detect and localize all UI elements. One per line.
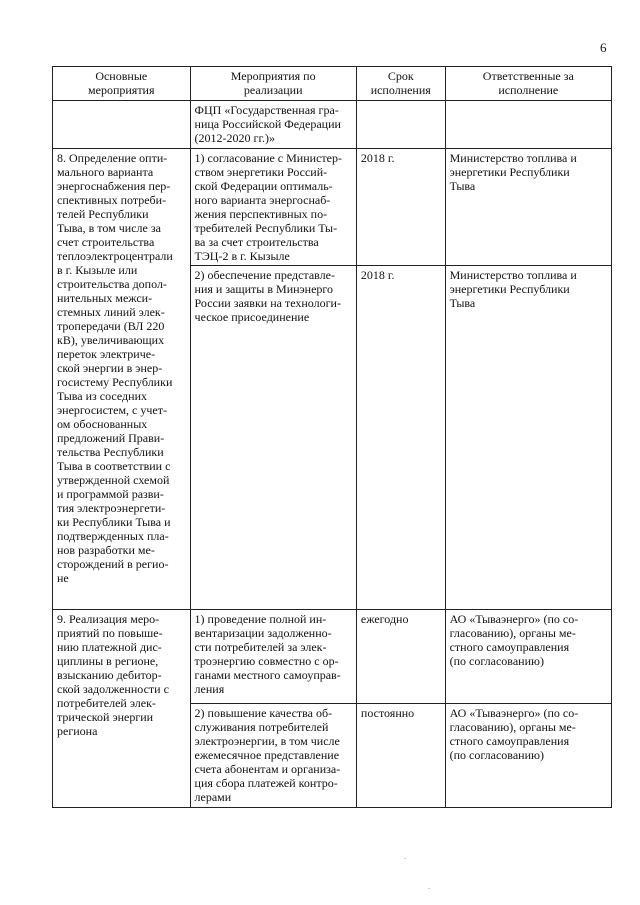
scan-dot: .	[428, 882, 430, 891]
cell-responsible	[445, 610, 611, 704]
cell-term	[356, 704, 445, 808]
cell-measure	[190, 704, 356, 808]
header-responsible	[445, 67, 611, 101]
term-text: 2018 г.	[360, 151, 395, 165]
cell-responsible	[445, 704, 611, 808]
cell-main-measure-9	[53, 610, 191, 808]
cell-term	[356, 610, 445, 704]
cell-responsible	[445, 149, 611, 266]
scan-dot: .	[404, 852, 406, 861]
responsible-text: АО «Тываэнерго» (по со- гласованию), органы ме- стного самоуправления (по согласованию)	[449, 612, 579, 668]
measures-table	[52, 66, 612, 808]
cell-measure	[190, 610, 356, 704]
page-number: 6	[600, 40, 607, 55]
measure-text: 1) согласование с Министер- ством энергетики Россий- ской Федерации оптималь- ного варианта энергоснаб- жения перспективных по- требителей Республики Ты- ва за счет строительства ТЭЦ-2 в г. Кызыле	[194, 151, 342, 263]
cell-continuation	[190, 101, 356, 149]
term-text: постоянно	[360, 706, 415, 720]
cell-responsible	[445, 266, 611, 610]
table-row-item-8-1	[53, 149, 612, 266]
cell-measure	[190, 266, 356, 610]
header-text: Срок исполнения	[370, 69, 431, 97]
cell-term	[356, 149, 445, 266]
responsible-text: Министерство топлива и энергетики Республики Тыва	[449, 268, 577, 310]
main-measure-text: 9. Реализация меро- приятий по повыше- нию платежной дис- циплины в регионе, взысканию дебитор- ской задолженности с потребителей элек- трической энергии региона	[57, 612, 169, 738]
cell-main-measure-8	[53, 149, 191, 610]
header-text: Ответственные за исполнение	[482, 69, 574, 97]
term-text: ежегодно	[360, 612, 409, 626]
measure-text: 2) повышение качества об- служивания потребителей электроэнергии, в том числе ежемесячное представление счета абонентам и организа- ция сбора платежей контро- лерами	[194, 706, 341, 804]
header-text: Мероприятия по реализации	[230, 69, 316, 97]
continuation-text: ФЦП «Государственная гра- ница Российской Федерации (2012-2020 гг.)»	[194, 103, 341, 145]
cell-empty	[356, 101, 445, 149]
main-measure-text: 8. Определение опти- мального варианта энергоснабжения пер- спективных потреби- телей Республики Тыва, в том числе за счет строительства теплоэлектроцентрали в г. Кызыле или строительства допол- нительных межси- стемных линий элек- тропередачи (ВЛ 220 кВ), увеличивающих переток электриче- ской энергии в энер- госистему Республики Тыва из соседних энергосистем, с учет- ом обоснованных предложений Прави- тельства Республики Тыва в соответствии с утвержденной схемой и программой разви- тия электроэнергети- ки Республики Тыва и подтвержденных пла- нов разработки ме- сторождений в регио- не	[57, 151, 173, 585]
header-implementation	[190, 67, 356, 101]
responsible-text: АО «Тываэнерго» (по со- гласованию), органы ме- стного самоуправления (по согласованию)	[449, 706, 579, 762]
table-row-item-9-1	[53, 610, 612, 704]
measure-text: 2) обеспечение представле- ния и защиты в Минэнерго России заявки на технологи- ческое присоединение	[194, 268, 341, 324]
cell-measure	[190, 149, 356, 266]
table-row-continuation	[53, 101, 612, 149]
measure-text: 1) проведение полной ин- вентаризации задолженно- сти потребителей за элек- троэнергию совместно с ор- ганами местного самоуправ- ления	[194, 612, 341, 696]
table-header-row	[53, 67, 612, 101]
cell-empty	[445, 101, 611, 149]
cell-empty	[53, 101, 191, 149]
responsible-text: Министерство топлива и энергетики Республики Тыва	[449, 151, 577, 193]
term-text: 2018 г.	[360, 268, 395, 282]
cell-term	[356, 266, 445, 610]
header-term	[356, 67, 445, 101]
header-main-measures	[53, 67, 191, 101]
header-text: Основные мероприятия	[88, 69, 155, 97]
